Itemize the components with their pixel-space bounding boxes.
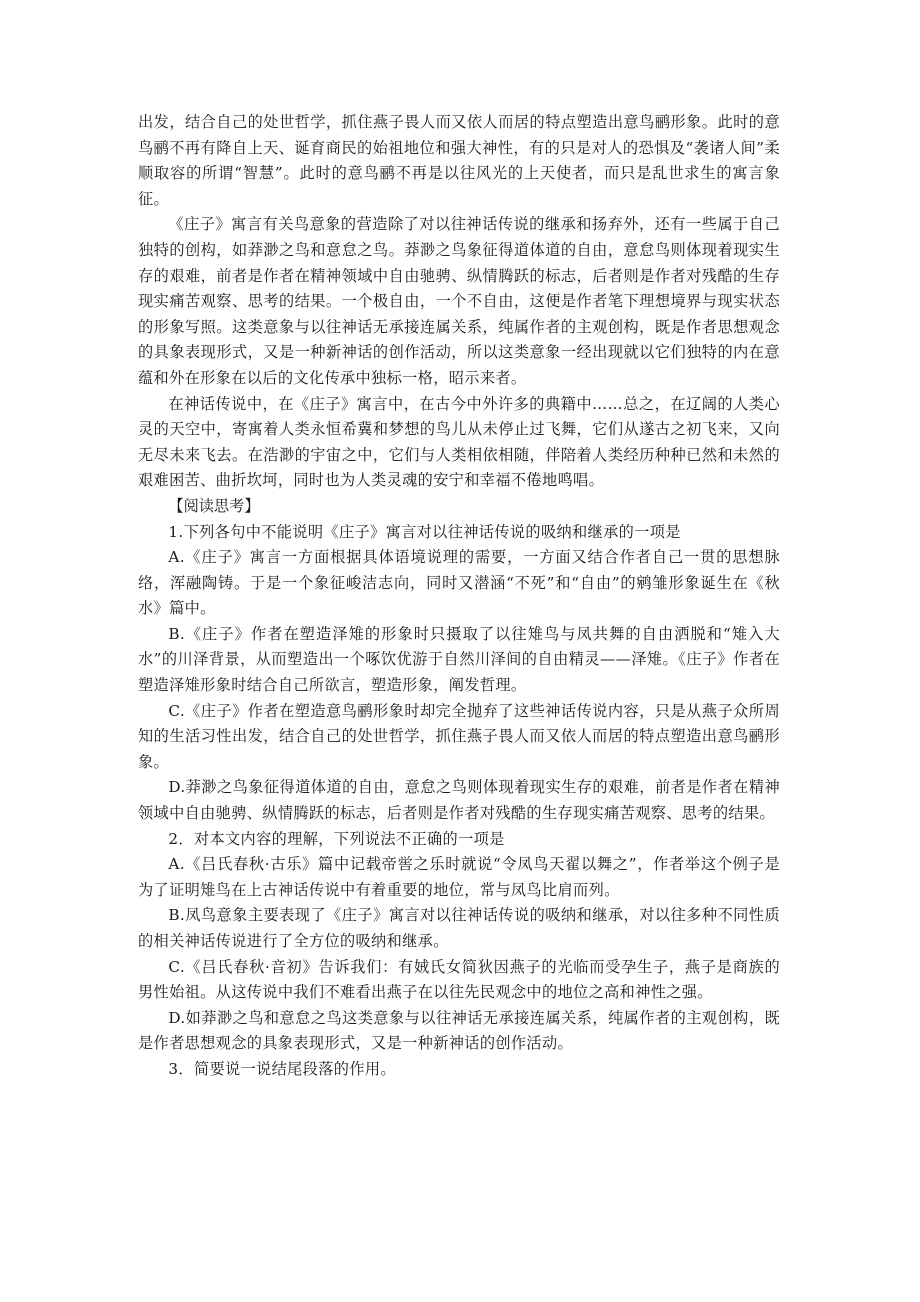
option-c: C.《庄子》作者在塑造意鸟鹂形象时却完全抛弃了这些神话传说内容，只是从燕子众所周知的生活习性出发，结合自己的处世哲学，抓住燕子畏人而又依人而居的特点塑造出意鸟鹂形象。	[138, 701, 780, 771]
option-a: A.《庄子》寓言一方面根据具体语境说理的需要，一方面又结合作者自己一贯的思想脉络，浑融陶铸。于是一个象征峻洁志向，同时又潜涵“不死”和“自由”的鹓雏形象诞生在《秋水》篇中。	[138, 548, 780, 618]
question-2	[138, 827, 780, 1057]
question-stem: 1.下列各句中不能说明《庄子》寓言对以往神话传说的吸纳和继承的一项是	[168, 522, 681, 541]
body-paragraph-continued: 出发，结合自己的处世哲学，抓住燕子畏人而又依人而居的特点塑造出意鸟鹂形象。此时的意鸟鹂不再有降自上天、诞育商民的始祖地位和强大神性，有的只是对人的恐惧及“袭诸人间”柔顺取容的所谓“智慧”。此时的意鸟鹂不再是以往风光的上天使者，而只是乱世求生的寓言象征。	[138, 113, 780, 208]
body-paragraph-conclusion: 在神话传说中，在《庄子》寓言中，在古今中外许多的典籍中……总之，在辽阔的人类心灵的天空中，寄寓着人类永恒希冀和梦想的鸟儿从未停止过飞舞，它们从遂古之初飞来，又向无尽未来飞去。在浩渺的宇宙之中，它们与人类相依相随，伴陪着人类经历种种已然和未然的艰难困苦、曲折坎坷，同时也为人类灵魂的安宁和幸福不倦地鸣唱。	[138, 394, 780, 490]
section-heading: 【阅读思考】	[168, 496, 260, 515]
document-page	[138, 110, 780, 1083]
option-d: D.如莽渺之鸟和意怠之鸟这类意象与以往神话无承接连属关系，纯属作者的主观创构，既是作者思想观念的具象表现形式，又是一种新神话的创作活动。	[138, 1008, 780, 1053]
question-stem: 2．对本文内容的理解，下列说法不正确的一项是	[168, 829, 505, 848]
option-c: C.《吕氏春秋·音初》告诉我们：有娀氏女简狄因燕子的光临而受孕生子，燕子是商族的男性始祖。从这传说中我们不难看出燕子在以往先民观念中的地位之高和神性之强。	[138, 957, 780, 1002]
question-1	[138, 520, 780, 827]
question-3	[138, 1057, 780, 1083]
body-paragraph: 《庄子》寓言有关鸟意象的营造除了对以往神话传说的继承和扬弃外，还有一些属于自己独特的创构，如莽渺之鸟和意怠之鸟。莽渺之鸟象征得道体道的自由，意怠鸟则体现着现实生存的艰难，前者是作者在精神领域中自由驰骋、纵情腾跃的标志，后者则是作者对残酷的生存现实痛苦观察、思考的结果。一个极自由，一个不自由，这便是作者笔下理想境界与现实状态的形象写照。这类意象与以往神话无承接连属关系，纯属作者的主观创构，既是作者思想观念的具象表现形式，又是一种新神话的创作活动，所以这类意象一经出现就以它们独特的内在意蕴和外在形象在以后的文化传承中独标一格，昭示来者。	[138, 215, 780, 387]
option-a: A.《吕氏春秋·古乐》篇中记载帝喾之乐时就说“令凤鸟天翟以舞之”，作者举这个例子是为了证明雉鸟在上古神话传说中有着重要的地位，常与凤鸟比肩而列。	[138, 855, 780, 899]
option-b: B.《庄子》作者在塑造泽雉的形象时只摄取了以往雉鸟与凤共舞的自由洒脱和“雉入大水”的川泽背景，从而塑造出一个啄饮优游于自然川泽间的自由精灵——泽雉。《庄子》作者在塑造泽雉形象时结合自己所欲言，塑造形象，阐发哲理。	[138, 624, 780, 695]
question-stem: 3．简要说一说结尾段落的作用。	[168, 1059, 396, 1078]
option-d: D.莽渺之鸟象征得道体道的自由，意怠之鸟则体现着现实生存的艰难，前者是作者在精神领域中自由驰骋、纵情腾跃的标志，后者则是作者对残酷的生存现实痛苦观察、思考的结果。	[138, 778, 780, 823]
option-b: B.凤鸟意象主要表现了《庄子》寓言对以往神话传说的吸纳和继承，对以往多种不同性质的相关神话传说进行了全方位的吸纳和继承。	[138, 906, 780, 950]
